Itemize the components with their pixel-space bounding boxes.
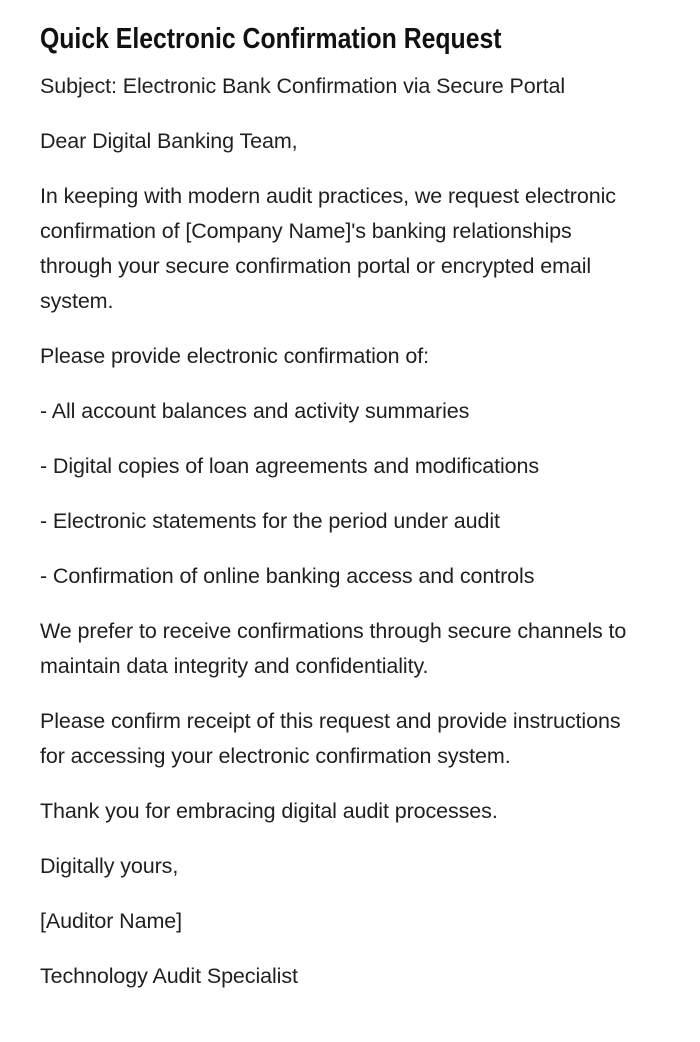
list-item-online-banking-access: - Confirmation of online banking access and controls [40,564,535,588]
paragraph-preference: We prefer to receive confirmations through secure channels to maintain data integrity and confidentiality. [40,619,627,678]
letter-title: Quick Electronic Confirmation Request [40,23,502,55]
subject-line: Subject: Electronic Bank Confirmation via Secure Portal [40,74,566,98]
list-item-loan-agreements: - Digital copies of loan agreements and modifications [40,454,540,478]
paragraph-intro: In keeping with modern audit practices, we request electronic confirmation of [Company Name]'s banking relationships through your secure confirmation portal or encrypted email system. [40,184,616,313]
paragraph-receipt-request: Please confirm receipt of this request and provide instructions for accessing your electronic confirmation system. [40,709,621,768]
salutation: Dear Digital Banking Team, [40,129,298,153]
signature-name: [Auditor Name] [40,909,182,933]
list-item-account-balances: - All account balances and activity summaries [40,399,470,423]
closing-line: Digitally yours, [40,854,179,878]
paragraph-request-lead: Please provide electronic confirmation of: [40,344,429,368]
list-item-electronic-statements: - Electronic statements for the period under audit [40,509,500,533]
paragraph-thanks: Thank you for embracing digital audit processes. [40,799,498,823]
signature-title: Technology Audit Specialist [40,964,298,988]
